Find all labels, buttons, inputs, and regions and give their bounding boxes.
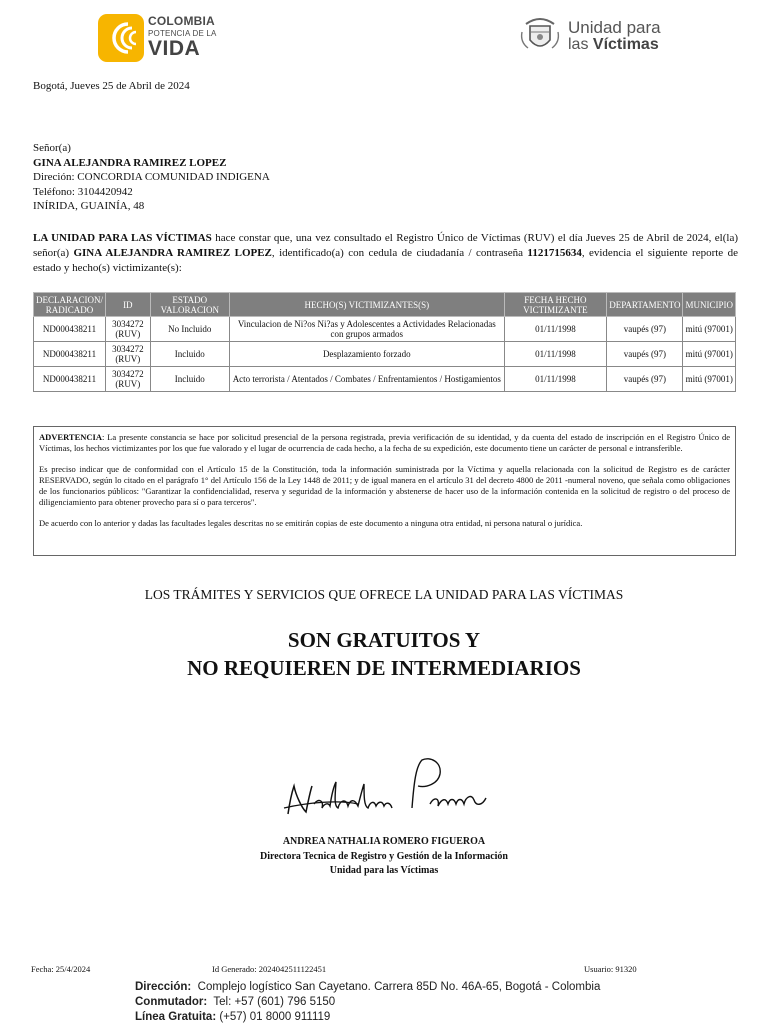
document-date: Bogotá, Jueves 25 de Abril de 2024 xyxy=(33,80,190,92)
intro-doc-number: 1121715634 xyxy=(527,247,582,259)
contact-direccion: Dirección: Complejo logístico San Cayetano. Carrera 85D No. 46A-65, Bogotá - Colombia xyxy=(135,981,601,993)
col-header-id: ID xyxy=(106,293,151,317)
recipient-phone: Teléfono: 3104420942 xyxy=(33,185,133,198)
intro-person-name: GINA ALEJANDRA RAMIREZ LOPEZ xyxy=(73,247,272,259)
warning-box xyxy=(33,426,736,556)
cell-hecho: Desplazamiento forzado xyxy=(229,342,504,367)
contact-linea: Línea Gratuita: (+57) 01 8000 911119 xyxy=(135,1011,331,1023)
gratuitos-notice xyxy=(0,626,768,682)
cell-fecha: 01/11/1998 xyxy=(504,317,607,342)
table-row xyxy=(34,317,736,342)
cell-hecho: Vinculacion de Ni?os Ni?as y Adolescentes a Actividades Relacionadas con grupos armados xyxy=(229,317,504,342)
col-header-departamento: DEPARTAMENTO xyxy=(607,293,683,317)
cell-estado: No Incluido xyxy=(150,317,229,342)
cell-municipio: mitú (97001) xyxy=(683,342,736,367)
footer-fecha: Fecha: 25/4/2024 xyxy=(31,964,91,974)
logo-victimas-text: las Víctimas xyxy=(568,36,659,53)
entity-name: LA UNIDAD PARA LAS VÍCTIMAS xyxy=(33,232,212,244)
cell-municipio: mitú (97001) xyxy=(683,367,736,392)
col-header-municipio: MUNICIPIO xyxy=(683,293,736,317)
intro-paragraph xyxy=(33,231,738,276)
victimization-table xyxy=(33,292,736,392)
cell-municipio: mitú (97001) xyxy=(683,317,736,342)
intro-text-2: , identificado(a) con cedula de ciudadanía / contraseña xyxy=(271,247,528,259)
cell-departamento: vaupés (97) xyxy=(607,342,683,367)
logo-unidad-text: Unidad para xyxy=(568,18,661,37)
intro-text-3: , evidencia el siguiente reporte de estado y hecho(s) victimizante(s): xyxy=(33,247,738,274)
recipient-city: INÍRIDA, GUAINÍA, 48 xyxy=(33,200,145,212)
coat-of-arms-icon xyxy=(518,12,562,56)
recipient-name: GINA ALEJANDRA RAMIREZ LOPEZ xyxy=(33,156,227,169)
tramites-notice: LOS TRÁMITES Y SERVICIOS QUE OFRECE LA UNIDAD PARA LAS VÍCTIMAS xyxy=(144,587,624,602)
intro-text-1: hace constar que, una vez consultado el Registro Único de Víctimas (RUV) el día Jueves 25 de Abril de 2024, el(la) señor(a) xyxy=(33,232,738,259)
cell-departamento: vaupés (97) xyxy=(607,317,683,342)
table-header-row xyxy=(34,293,736,317)
col-header-fecha: FECHA HECHO VICTIMIZANTE xyxy=(504,293,607,317)
signer-block xyxy=(0,835,768,879)
col-header-declaracion: DECLARACION/ RADICADO xyxy=(34,293,106,317)
cell-radicado: ND000438211 xyxy=(34,317,106,342)
col-header-estado: ESTADO VALORACION xyxy=(150,293,229,317)
colombia-potencia-logo xyxy=(96,12,246,62)
salutation: Señor(a) xyxy=(33,142,71,154)
contact-block xyxy=(135,980,600,1024)
cell-id: 3034272 (RUV) xyxy=(106,367,151,392)
cell-fecha: 01/11/1998 xyxy=(504,342,607,367)
cell-estado: Incluido xyxy=(150,367,229,392)
cell-id: 3034272 (RUV) xyxy=(106,342,151,367)
table-row xyxy=(34,367,736,392)
colombia-logo-mark-icon xyxy=(98,14,144,62)
cell-estado: Incluido xyxy=(150,342,229,367)
logo-colombia-text: COLOMBIA xyxy=(148,14,215,28)
logo-vida-text: VIDA xyxy=(148,37,201,60)
warning-paragraph-1: ADVERTENCIA: La presente constancia se hace por solicitud presencial de la persona registrada, previa verificación de su identidad, y da cuenta del estado de inscripción en el Registro Único de Víctimas, los hechos victimizantes por los que fue valorado y el lugar de ocurrencia de cada hecho, a la fecha de su expedición, este documento tiene un carácter de personal e intransferible. xyxy=(39,432,730,453)
cell-departamento: vaupés (97) xyxy=(607,367,683,392)
cell-id: 3034272 (RUV) xyxy=(106,317,151,342)
footer-usuario: Usuario: 91320 xyxy=(584,964,637,974)
unidad-victimas-logo xyxy=(516,12,696,58)
table-row xyxy=(34,342,736,367)
footer-id-generado: Id Generado: 2024042511122451 xyxy=(212,964,327,974)
handwritten-signature xyxy=(280,752,500,832)
signer-name: ANDREA NATHALIA ROMERO FIGUEROA xyxy=(282,836,486,847)
signer-org: Unidad para las Víctimas xyxy=(329,865,439,876)
recipient-address: Direción: CONCORDIA COMUNIDAD INDIGENA xyxy=(33,171,270,183)
logo-potencia-text: POTENCIA DE LA xyxy=(148,29,217,38)
warning-paragraph-3: De acuerdo con lo anterior y dadas las facultades legales descritas no se emitirán copias de este documento a ninguna otra entidad, ni persona natural o jurídica. xyxy=(39,518,583,528)
cell-hecho: Acto terrorista / Atentados / Combates / Enfrentamientos / Hostigamientos xyxy=(229,367,504,392)
cell-radicado: ND000438211 xyxy=(34,367,106,392)
warning-label: ADVERTENCIA xyxy=(39,432,102,442)
cell-radicado: ND000438211 xyxy=(34,342,106,367)
contact-conmutador: Conmutador: Tel: +57 (601) 796 5150 xyxy=(135,996,336,1008)
recipient-block xyxy=(33,141,270,214)
signer-title: Directora Tecnica de Registro y Gestión de la Información xyxy=(260,850,508,862)
col-header-hechos: HECHO(S) VICTIMIZANTES(S) xyxy=(229,293,504,317)
cell-fecha: 01/11/1998 xyxy=(504,367,607,392)
warning-paragraph-2: Es preciso indicar que de conformidad con el Artículo 15 de la Constitución, toda la información suministrada por la Víctima y aquella relacionada con la solicitud de Registro es de carácter RESERVADO, según lo citado en el parágrafo 1° del Artículo 156 de la Ley 1448 de 2011; y de igual manera en el artículo 31 del decreto 4800 de 2011 -numeral noveno, que señala como obligaciones de los funcionarios públicos: "Garantizar la confidencialidad, reserva y seguridad de la información y abstenerse de hacer uso de la información contenida en la solicitud de registro o del proceso de diligenciamiento para obtener provecho para sí o para terceros". xyxy=(39,464,730,507)
gratuitos-line-1: SON GRATUITOS Y xyxy=(287,628,481,652)
gratuitos-line-2: NO REQUIEREN DE INTERMEDIARIOS xyxy=(187,656,581,680)
